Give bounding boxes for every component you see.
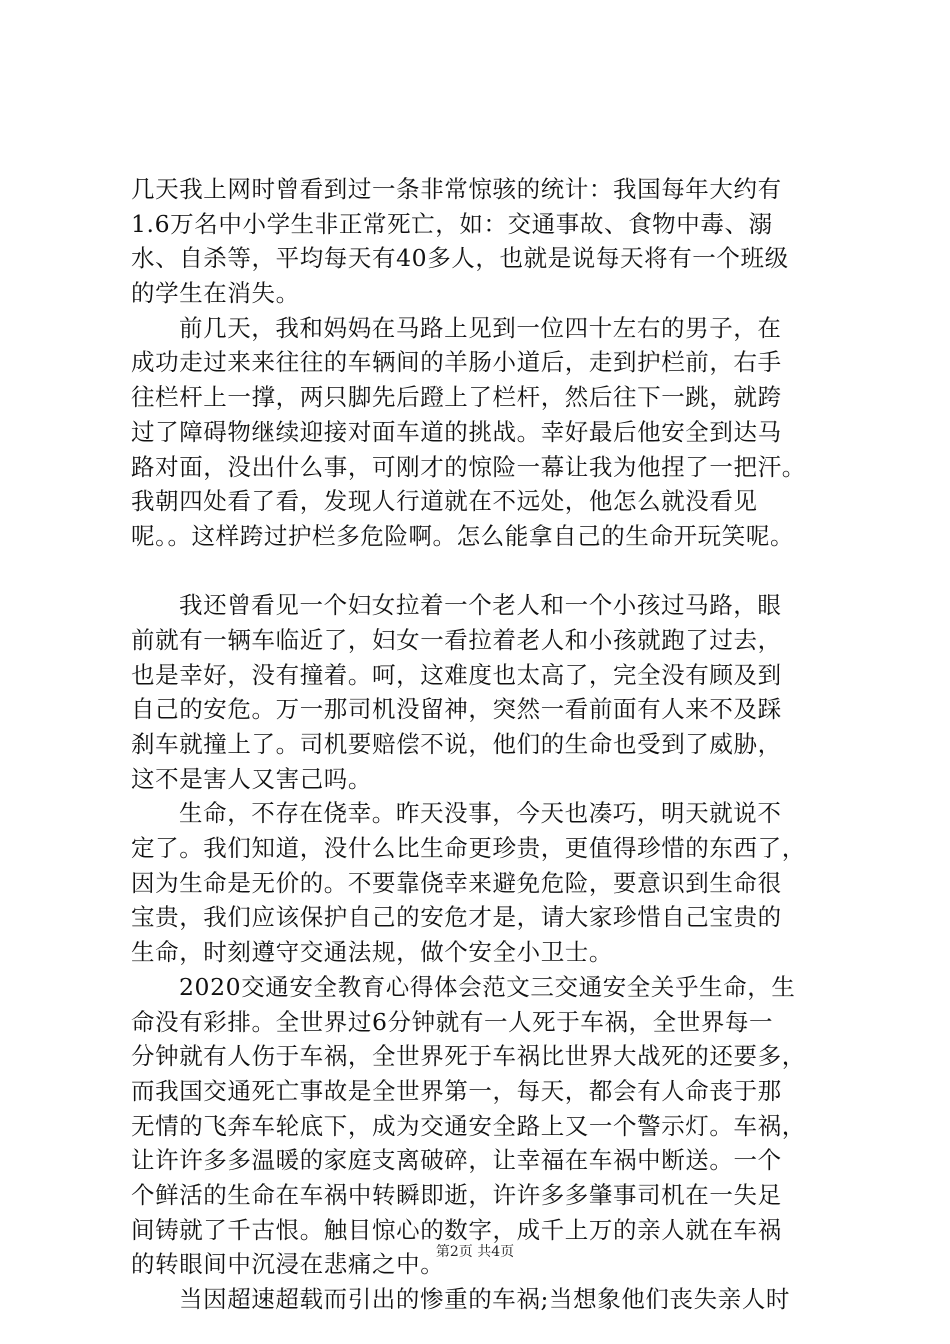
text-line: 路对面，没出什么事，可刚才的惊险一幕让我为他捏了一把汗。 (131, 452, 806, 481)
text-line: 往栏杆上一撑，两只脚先后蹬上了栏杆，然后往下一跳，就跨 (131, 383, 782, 412)
page-number-footer: 第2页 共4页 (435, 1244, 515, 1260)
text-line: 过了障碍物继续迎接对面车道的挑战。幸好最后他安全到达马 (131, 417, 782, 446)
text-line: 间铸就了千古恨。触目惊心的数字，成千上万的亲人就在车祸 (131, 1215, 782, 1244)
text-line: 因为生命是无价的。不要靠侥幸来避免危险，要意识到生命很 (131, 868, 782, 897)
text-line: 呢。。这样跨过护栏多危险啊。怎么能拿自己的生命开玩笑呢。 (131, 521, 795, 550)
paragraph-first-line: 2020交通安全教育心得体会范文三交通安全关乎生命，生 (179, 972, 796, 1001)
text-line: 让许许多多温暖的家庭支离破碎，让幸福在车祸中断送。一个 (131, 1146, 782, 1175)
paragraph-first-line: 我还曾看见一个妇女拉着一个老人和一个小孩过马路，眼 (179, 591, 782, 620)
document-body (131, 172, 851, 1317)
text-line: 定了。我们知道，没什么比生命更珍贵，更值得珍惜的东西了， (131, 834, 806, 863)
text-line: 成功走过来来往往的车辆间的羊肠小道后，走到护栏前，右手 (131, 348, 782, 377)
text-line: 生命，时刻遵守交通法规，做个安全小卫士。 (131, 938, 613, 967)
text-line: 我朝四处看了看，发现人行道就在不远处，他怎么就没看见 (131, 487, 758, 516)
text-line: 水、自杀等，平均每天有40多人，也就是说每天将有一个班级 (131, 244, 789, 273)
paragraph-spacer (131, 554, 851, 589)
paragraph-first-line: 当因超速超载而引出的惨重的车祸;当想象他们丧失亲人时 (179, 1285, 791, 1313)
text-line: 无情的飞奔车轮底下，成为交通安全路上又一个警示灯。车祸， (131, 1111, 806, 1140)
text-line: 1.6万名中小学生非正常死亡，如：交通事故、食物中毒、溺 (131, 209, 773, 238)
text-line: 而我国交通死亡事故是全世界第一，每天，都会有人命丧于那 (131, 1076, 782, 1105)
text-line: 也是幸好，没有撞着。呵，这难度也太高了，完全没有顾及到 (131, 660, 782, 689)
text-line: 命没有彩排。全世界过6分钟就有一人死于车祸，全世界每一 (131, 1007, 774, 1036)
text-line: 的转眼间中沉浸在悲痛之中。 (131, 1250, 445, 1279)
text-line: 宝贵，我们应该保护自己的安危才是，请大家珍惜自己宝贵的 (131, 903, 782, 932)
text-line: 自己的安危。万一那司机没留神，突然一看前面有人来不及踩 (131, 695, 782, 724)
text-line: 分钟就有人伤于车祸，全世界死于车祸比世界大战死的还要多， (131, 1042, 806, 1071)
paragraph-first-line: 生命，不存在侥幸。昨天没事，今天也凑巧，明天就说不 (179, 799, 782, 828)
text-line: 几天我上网时曾看到过一条非常惊骇的统计：我国每年大约有 (131, 175, 782, 203)
text-line: 前就有一辆车临近了，妇女一看拉着老人和小孩就跑了过去， (131, 625, 782, 654)
text-line: 这不是害人又害己吗。 (131, 764, 372, 793)
text-line: 个鲜活的生命在车祸中转瞬即逝，许许多多肇事司机在一失足 (131, 1180, 782, 1209)
text-line: 的学生在消失。 (131, 279, 300, 308)
text-line: 刹车就撞上了。司机要赔偿不说，他们的生命也受到了威胁， (131, 730, 782, 758)
paragraph-first-line: 前几天，我和妈妈在马路上见到一位四十左右的男子，在 (179, 313, 782, 342)
